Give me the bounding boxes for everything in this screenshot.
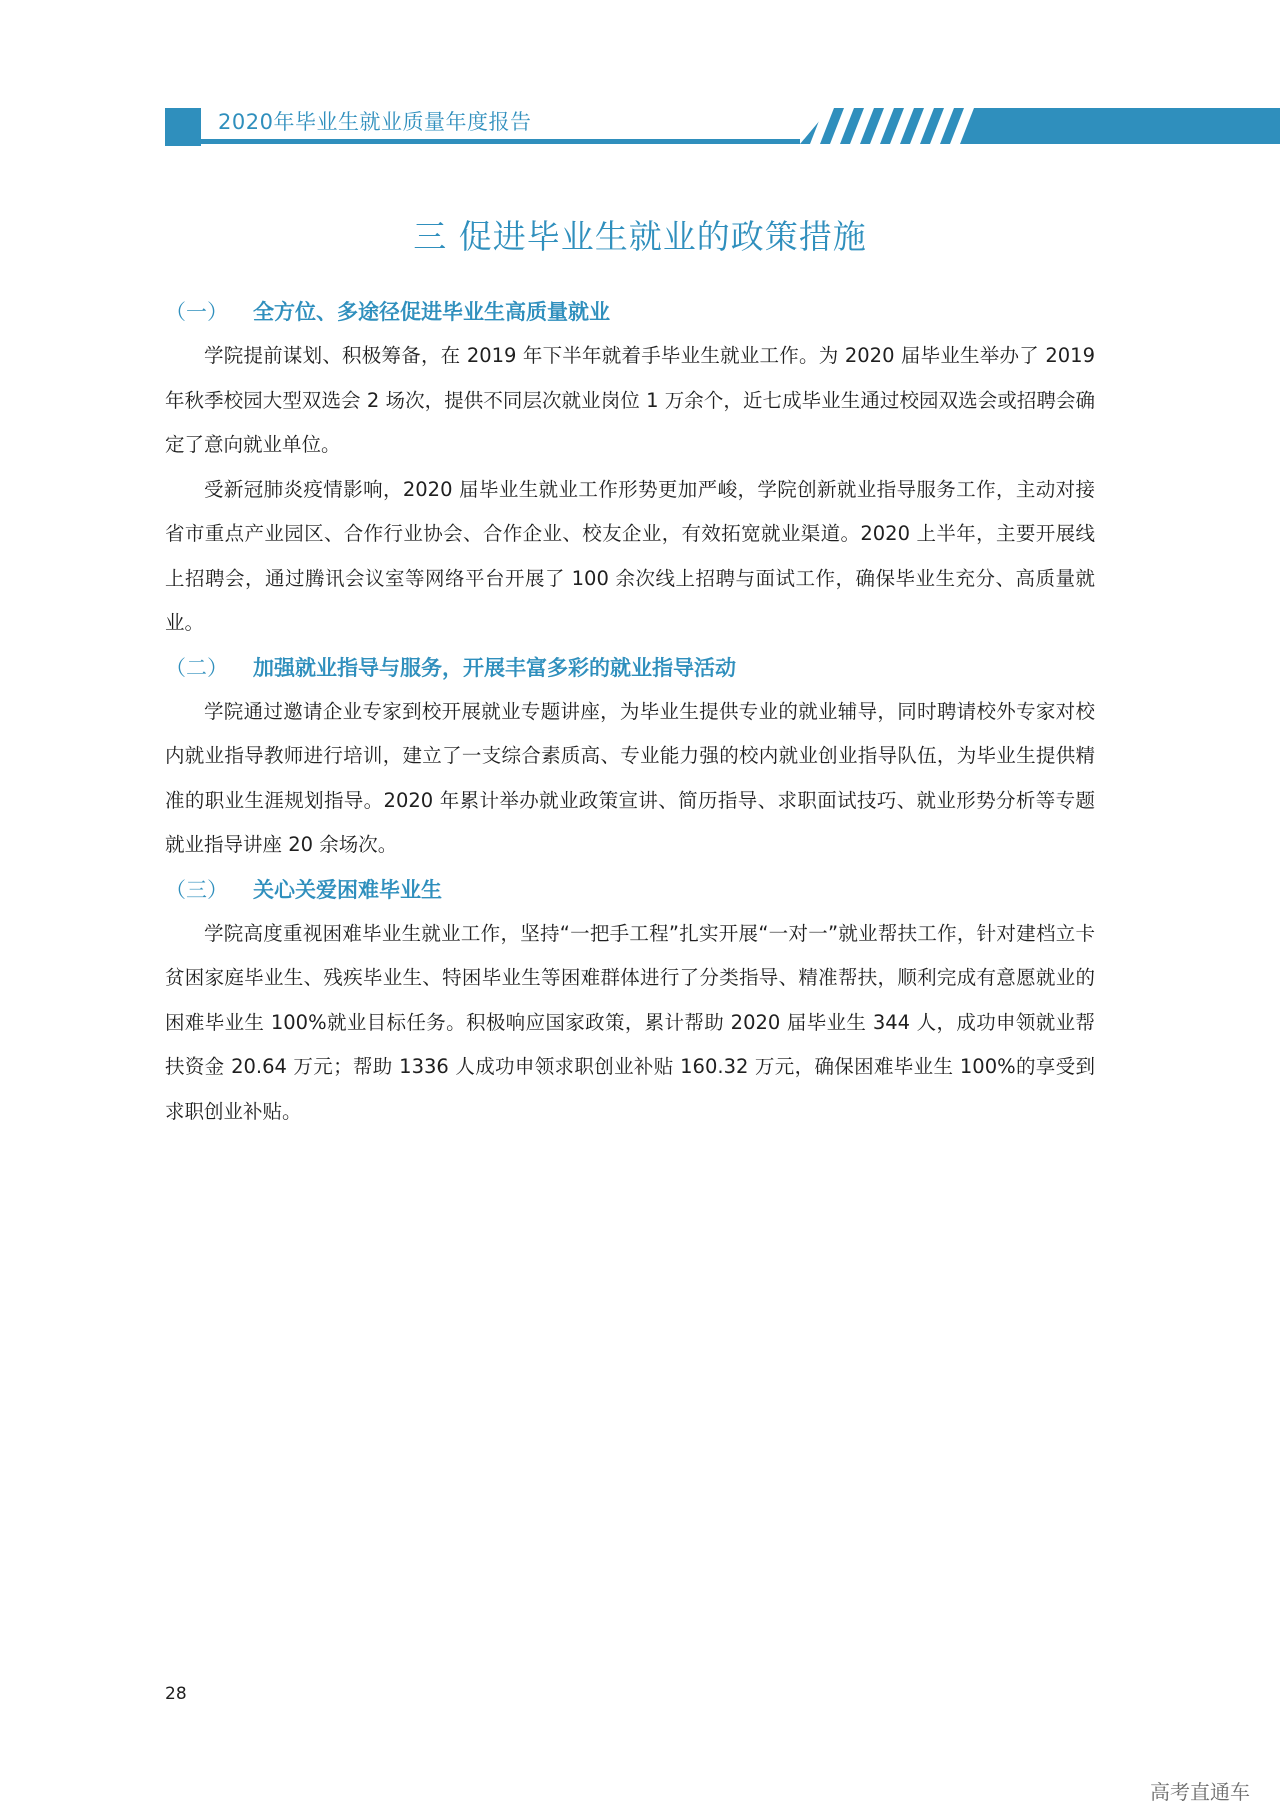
subsection-heading-text: 关心关爱困难毕业生 [253,877,442,902]
subsection-number: （二） [165,655,228,680]
paragraph: 学院高度重视困难毕业生就业工作，坚持“一把手工程”扎实开展“一对一”就业帮扶工作，针对建档立卡贫困家庭毕业生、残疾毕业生、特困毕业生等困难群体进行了分类指导、精准帮扶，顺利完成有意愿就业的困难毕业生 100%就业目标任务。积极响应国家政策，累计帮助 2020 届毕业生 344 人，成功申领就业帮扶资金 20.64 万元；帮助 1336 人成功申领求职创业补贴 160.32 万元，确保困难毕业生 100%的享受到求职创业补贴。 [165,921,1095,1123]
subsection-number: （三） [165,877,228,902]
paragraph: 受新冠肺炎疫情影响，2020 届毕业生就业工作形势更加严峻，学院创新就业指导服务工作，主动对接省市重点产业园区、合作行业协会、合作企业、校友企业，有效拓宽就业渠道。2020 上半年，主要开展线上招聘会，通过腾讯会议室等网络平台开展了 100 余次线上招聘与面试工作，确保毕业生充分、高质量就业。 [165,477,1095,634]
page-number: 28 [165,1684,187,1704]
paragraph: 学院通过邀请企业专家到校开展就业专题讲座，为毕业生提供专业的就业辅导，同时聘请校外专家对校内就业指导教师进行培训，建立了一支综合素质高、专业能力强的校内就业创业指导队伍，为毕业生提供精准的职业生涯规划指导。2020 年累计举办就业政策宣讲、简历指导、求职面试技巧、就业形势分析等专题就业指导讲座 20 余场次。 [165,699,1095,856]
subsection-heading-text: 加强就业指导与服务，开展丰富多彩的就业指导活动 [253,655,736,680]
paragraph: 学院提前谋划、积极筹备，在 2019 年下半年就着手毕业生就业工作。为 2020 届毕业生举办了 2019 年秋季校园大型双选会 2 场次，提供不同层次就业岗位 1 万余个，近七成毕业生通过校园双选会或招聘会确定了意向就业单位。 [165,344,1095,456]
header-title: 2020年毕业生就业质量年度报告 [218,110,532,134]
header-stripe-decoration [800,108,1280,144]
subsection-heading-text: 全方位、多途径促进毕业生高质量就业 [253,300,610,324]
watermark: 高考直通车 [1150,1780,1250,1804]
section-title: 三 促进毕业生就业的政策措施 [413,217,867,256]
subsection-heading-2 [165,646,1095,690]
document-body [165,290,1095,1134]
subsection-number: （一） [165,300,228,324]
subsection-heading-1 [165,290,1095,334]
subsection-heading-3 [165,868,1095,912]
